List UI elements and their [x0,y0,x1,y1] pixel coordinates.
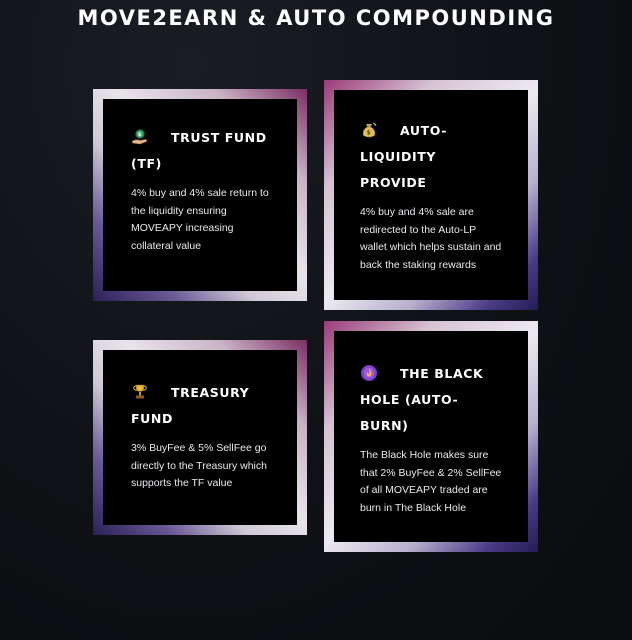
card-treasury-fund [93,340,307,535]
card-treasury-fund-title: TREASURY FUND [131,385,250,426]
card-auto-liquidity-description: 4% buy and 4% sale are redirected to the Auto-LP wallet which helps sustain and back the staking rewards [360,206,502,271]
card-treasury-fund-body [103,350,297,525]
money-hand-icon [131,128,149,146]
card-auto-liquidity [324,80,538,310]
card-trust-fund-description: 4% buy and 4% sale return to the liquidity ensuring MOVEAPY increasing collateral value [131,187,269,252]
card-black-hole-description: The Black Hole makes sure that 2% BuyFee & 2% SellFee of all MOVEAPY traded are burn in The Black Hole [360,449,502,514]
svg-text:$: $ [366,129,372,137]
page-title: MOVE2EARN & AUTO COMPOUNDING [77,6,555,30]
money-bag-icon [360,121,378,139]
svg-text:$: $ [137,132,143,139]
fire-orb-icon [360,364,378,382]
card-trust-fund-title: TRUST FUND (TF) [131,130,267,171]
card-black-hole [324,321,538,552]
card-trust-fund-heading [131,125,273,177]
card-black-hole-body [334,331,528,542]
card-auto-liquidity-title: AUTO-LIQUIDITY PROVIDE [360,123,448,190]
card-treasury-fund-heading [131,380,273,432]
trophy-icon [131,383,149,401]
card-trust-fund-body [103,99,297,291]
card-auto-liquidity-body [334,90,528,300]
card-black-hole-heading [360,361,504,439]
card-treasury-fund-description: 3% BuyFee & 5% SellFee go directly to the Treasury which supports the TF value [131,442,267,489]
card-auto-liquidity-heading [360,118,504,196]
card-trust-fund [93,89,307,301]
card-black-hole-title: THE BLACK HOLE (AUTO-BURN) [360,366,484,433]
